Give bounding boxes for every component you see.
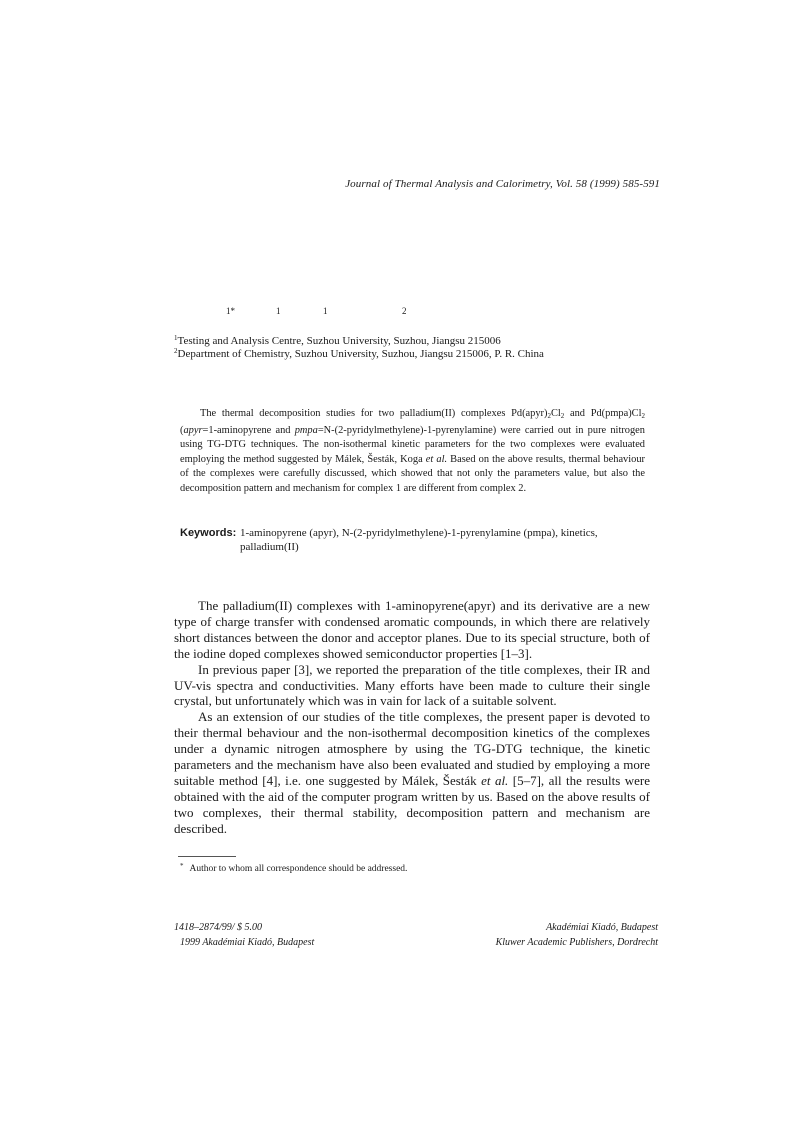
keywords-label: Keywords:: [180, 527, 237, 539]
affiliation-2-text: Department of Chemistry, Suzhou University, Suzhou, Jiangsu 215006, P. R. China: [177, 348, 544, 360]
body-text: [174, 598, 650, 837]
footer-publisher-1: Akadémiai Kiadó, Budapest: [546, 922, 658, 933]
affiliation-2-mark: 2: [174, 347, 178, 355]
author-mark-2: 1: [276, 306, 281, 316]
body-paragraph-2: In previous paper [3], we reported the preparation of the title complexes, their IR and UV-vis spectra and conductivities. Many efforts have been made to culture their single crystal, but unfortunately which was in vain for lack of a suitable solvent.: [174, 661, 650, 709]
footer-publisher-2: Kluwer Academic Publishers, Dordrecht: [495, 937, 658, 948]
keywords-text: 1-aminopyrene (apyr), N-(2-pyridylmethylene)-1-pyrenylamine (pmpa), kinetics, palladium(II): [240, 527, 598, 553]
footer-issn: 1418–2874/99/ $ 5.00: [174, 922, 263, 933]
journal-header: Journal of Thermal Analysis and Calorimetry, Vol. 58 (1999) 585-591: [345, 178, 660, 190]
author-mark-1: 1*: [226, 306, 235, 316]
footnote-rule: [178, 856, 236, 857]
author-mark-4: 2: [402, 306, 407, 316]
author-mark-3: 1: [323, 306, 328, 316]
footnote-mark: *: [180, 862, 184, 870]
affiliation-2: [174, 345, 634, 361]
abstract: [180, 407, 645, 497]
body-paragraph-3: As an extension of our studies of the title complexes, the present paper is devoted to their thermal behaviour and the non-isothermal decomposition kinetics of the complexes under a dynamic nitrogen atmosphere by using the TG-DTG technique, the kinetic parameters and the mechanism have also been evaluated and studied by employing a more suitable method [4], i.e. one suggested by Málek, Šesták et al. [5–7], all the results were obtained with the aid of the computer program written by us. Based on the above results of two complexes, their thermal stability, decomposition pattern and mechanism are described.: [174, 709, 650, 836]
body-paragraph-1: The palladium(II) complexes with 1-aminopyrene(apyr) and its derivative are a new type of charge transfer with condensed aromatic compounds, in which there are relatively short distances between the donor and acceptor planes. Due to its special structure, both of the iodine doped complexes showed semiconductor properties [1–3].: [174, 598, 650, 661]
author-line: [0, 306, 793, 320]
affiliation-1-mark: 1: [174, 334, 178, 342]
footnote-text: Author to whom all correspondence should be addressed.: [189, 864, 408, 874]
abstract-paragraph: The thermal decomposition studies for two palladium(II) complexes $Pd(apyr)_2Cl_2$ and $Pd(pmpa)Cl_2$ (apyr=1-aminopyrene and pmpa=N-(2-pyridylmethylene)-1-pyrenylamine) were carried out in pure nitrogen using TG-DTG techniques. The non-isothermal kinetic parameters for the two complexes were evaluated employing the method suggested by Málek, Šesták, Koga et al. Based on the above results, thermal behaviour of the complexes were carefully discussed, which showed that not only the parameters value, but also the decomposition pattern and mechanism for complex 1 are different from complex 2.: [180, 408, 645, 494]
footer-copyright: 1999 Akadémiai Kiadó, Budapest: [180, 937, 315, 948]
affiliation-1-text: Testing and Analysis Centre, Suzhou University, Suzhou, Jiangsu 215006: [177, 335, 501, 347]
footnote: [180, 862, 407, 874]
